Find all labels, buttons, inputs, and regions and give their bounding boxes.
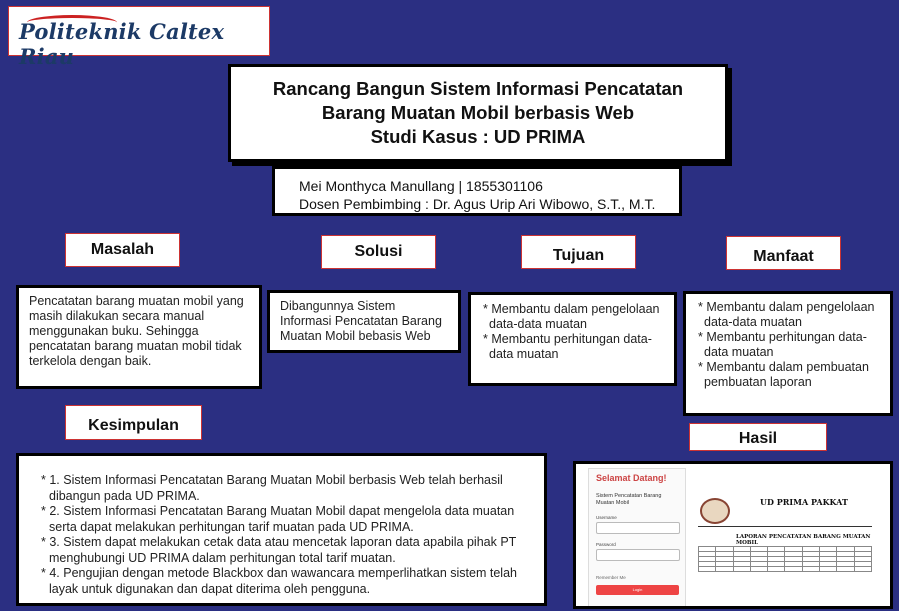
- truck-logo-icon: [700, 498, 730, 524]
- advisor-name: Dosen Pembimbing : Dr. Agus Urip Ari Wibowo, S.T., M.T.: [299, 196, 656, 212]
- kesimpulan-box: [16, 453, 547, 606]
- logo-text: Politeknik Caltex Riau: [19, 19, 225, 69]
- tujuan-item: * Membantu dalam pengelolaan data-data muatan: [483, 302, 660, 331]
- author-name: Mei Monthyca Manullang | 1855301106: [299, 178, 543, 194]
- kesimpulan-item: * 2. Sistem Informasi Pencatatan Barang Muatan Mobil dapat mengelola data muatan serta dapat melakukan perhitungan tarif muatan pada UD PRIMA.: [41, 504, 515, 534]
- manfaat-box: [683, 291, 893, 416]
- title-line-2: Barang Muatan Mobil berbasis Web: [321, 102, 635, 123]
- login-button: Login: [596, 585, 679, 595]
- masalah-label: Masalah: [65, 233, 180, 267]
- remember-checkbox-label: Remember Me: [596, 575, 626, 580]
- author-box: [272, 166, 682, 216]
- username-label: Username: [596, 515, 617, 520]
- solusi-label: Solusi: [321, 235, 436, 269]
- manfaat-item: * Membantu perhitungan data-data muatan: [698, 330, 867, 359]
- kesimpulan-label: Kesimpulan: [65, 405, 202, 440]
- kesimpulan-item: * 3. Sistem dapat melakukan cetak data atau mencetak laporan data apabila pihak PT menghubungi UD PRIMA dalam perhitungan total tarif muatan.: [41, 535, 517, 565]
- report-subtitle: LAPORAN PENCATATAN BARANG MUATAN MOBIL: [736, 534, 871, 546]
- poster-title: [228, 64, 728, 162]
- report-divider: [698, 526, 872, 527]
- kesimpulan-item: * 1. Sistem Informasi Pencatatan Barang Muatan Mobil berbasis Web telah berhasil dibangun pada UD PRIMA.: [41, 473, 503, 503]
- logo: [8, 6, 270, 69]
- username-input: [596, 522, 680, 534]
- hasil-label: Hasil: [689, 423, 827, 451]
- masalah-box: [16, 285, 262, 389]
- login-heading: Selamat Datang!: [596, 473, 667, 483]
- report-title: UD PRIMA PAKKAT: [760, 497, 848, 507]
- tujuan-label: Tujuan: [521, 235, 636, 269]
- manfaat-item: * Membantu dalam pengelolaan data-data muatan: [698, 300, 875, 329]
- masalah-text: Pencatatan barang muatan mobil yang masih dilakukan secara manual menggunakan buku. Sehingga pencatatan barang muatan mobil tidak terkelola dengan baik.: [29, 294, 244, 368]
- title-line-3: Studi Kasus : UD PRIMA: [370, 126, 586, 147]
- manfaat-label: Manfaat: [726, 236, 841, 270]
- password-input: [596, 549, 680, 561]
- login-panel: [588, 468, 686, 609]
- kesimpulan-item: * 4. Pengujian dengan metode Blackbox dan wawancara memperlihatkan sistem telah layak untuk digunakan dan dapat diterima oleh pengguna.: [41, 566, 517, 596]
- login-subtitle: Sistem Pencatatan Barang Muatan Mobil: [596, 493, 662, 506]
- solusi-box: [267, 290, 461, 353]
- tujuan-item: * Membantu perhitungan data-data muatan: [483, 332, 652, 361]
- report-preview: [696, 494, 874, 580]
- title-line-1: Rancang Bangun Sistem Informasi Pencatatan: [272, 78, 684, 99]
- manfaat-item: * Membantu dalam pembuatan pembuatan laporan: [698, 360, 869, 389]
- report-table: [698, 546, 872, 572]
- solusi-text: Dibangunnya Sistem Informasi Pencatatan Barang Muatan Mobil bebasis Web: [280, 299, 442, 343]
- hasil-screenshot: [573, 461, 893, 609]
- password-label: Password: [596, 542, 616, 547]
- tujuan-box: [468, 292, 677, 386]
